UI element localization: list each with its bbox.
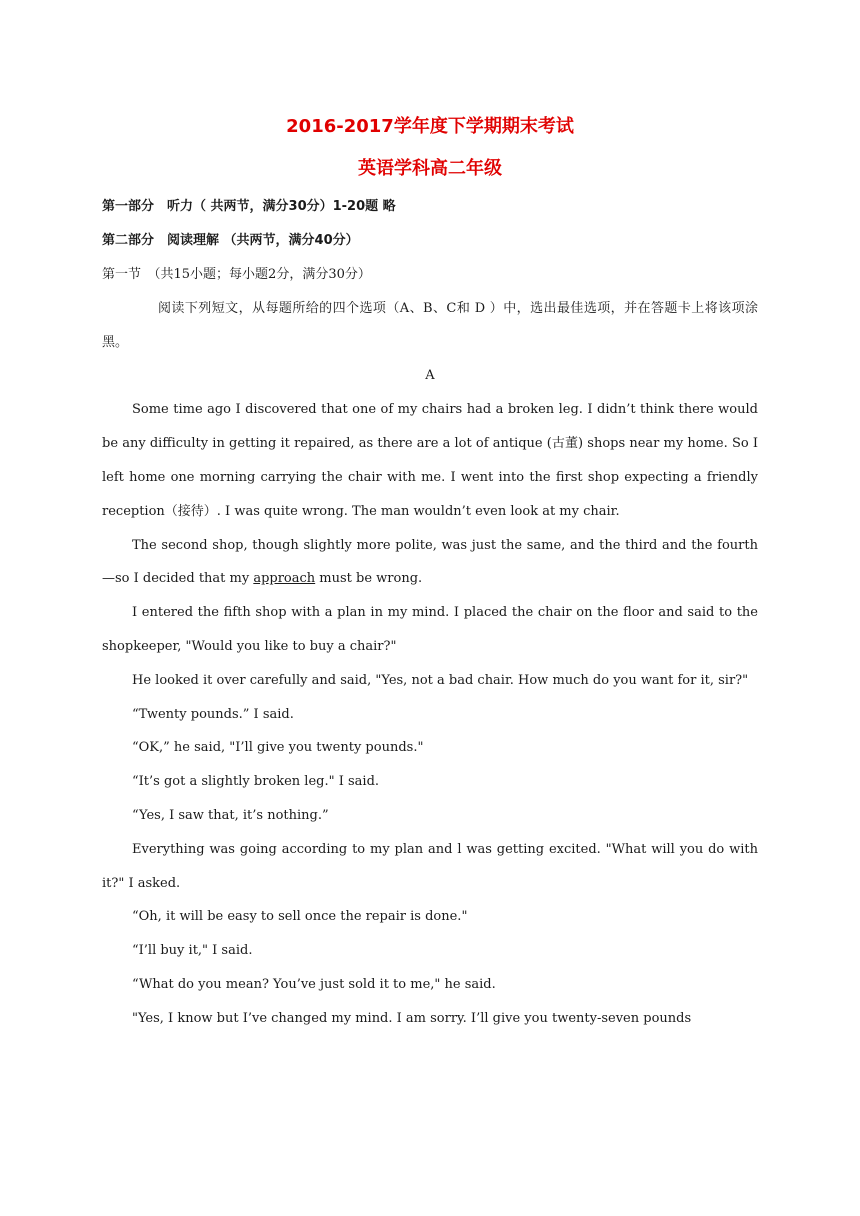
exam-title: 2016-2017学年度下学期期末考试 [286,116,574,137]
passage-label: A [425,368,435,384]
passage-paragraph: “OK,” he said, "I’ll give you twenty pounds." [132,740,424,756]
passage-paragraph: I entered the fifth shop with a plan in my mind. I placed the chair on the floor and said to the shopkeeper, "Would you like to buy a chair?" [102,605,758,654]
passage-paragraph: “What do you mean? You’ve just sold it to me," he said. [132,976,496,992]
passage-paragraph: "Yes, I know but I’ve changed my mind. I am sorry. I’ll give you twenty-seven pounds [132,1010,692,1026]
passage-text: must be wrong. [315,571,423,587]
part-one-heading: 第一部分 听力（ 共两节，满分30分）1-20题 略 [102,199,396,214]
passage-paragraph: “I’ll buy it," I said. [132,943,253,959]
passage-paragraph [102,529,758,597]
section-one-heading: 第一节 （共15小题；每小题2分，满分30分） [102,267,371,282]
passage-text: The second shop, though slightly more polite, was just the same, and the third and the fourth —so I decided that my [102,537,758,587]
part-two-heading: 第二部分 阅读理解 （共两节，满分40分） [102,233,359,248]
underlined-word: approach [253,571,316,587]
passage-paragraph: “Twenty pounds.” I said. [132,706,294,722]
exam-subtitle: 英语学科高二年级 [358,158,502,179]
passage-paragraph: “Yes, I saw that, it’s nothing.” [132,807,329,823]
instruction-text: 阅读下列短文，从每题所给的四个选项（A、B、C和 D ）中，选出最佳选项，并在答题卡上将该项涂黑。 [102,300,758,350]
passage-paragraph: “It’s got a slightly broken leg." I said. [132,774,380,790]
passage-paragraph: “Oh, it will be easy to sell once the repair is done." [132,909,468,925]
passage-paragraph: Some time ago I discovered that one of my chairs had a broken leg. I didn’t think there would be any difficulty in getting it repaired, as there are a lot of antique (古董) shops near my home. So I left home one morning carrying the chair with me. I went into the first shop expecting a friendly reception（接待）. I was quite wrong. The man wouldn’t even look at my chair. [102,402,758,519]
document-page [102,112,758,1036]
passage-paragraph: He looked it over carefully and said, "Yes, not a bad chair. How much do you want for it, sir?" [132,672,749,688]
passage-paragraph: Everything was going according to my plan and l was getting excited. "What will you do with it?" I asked. [102,841,758,891]
